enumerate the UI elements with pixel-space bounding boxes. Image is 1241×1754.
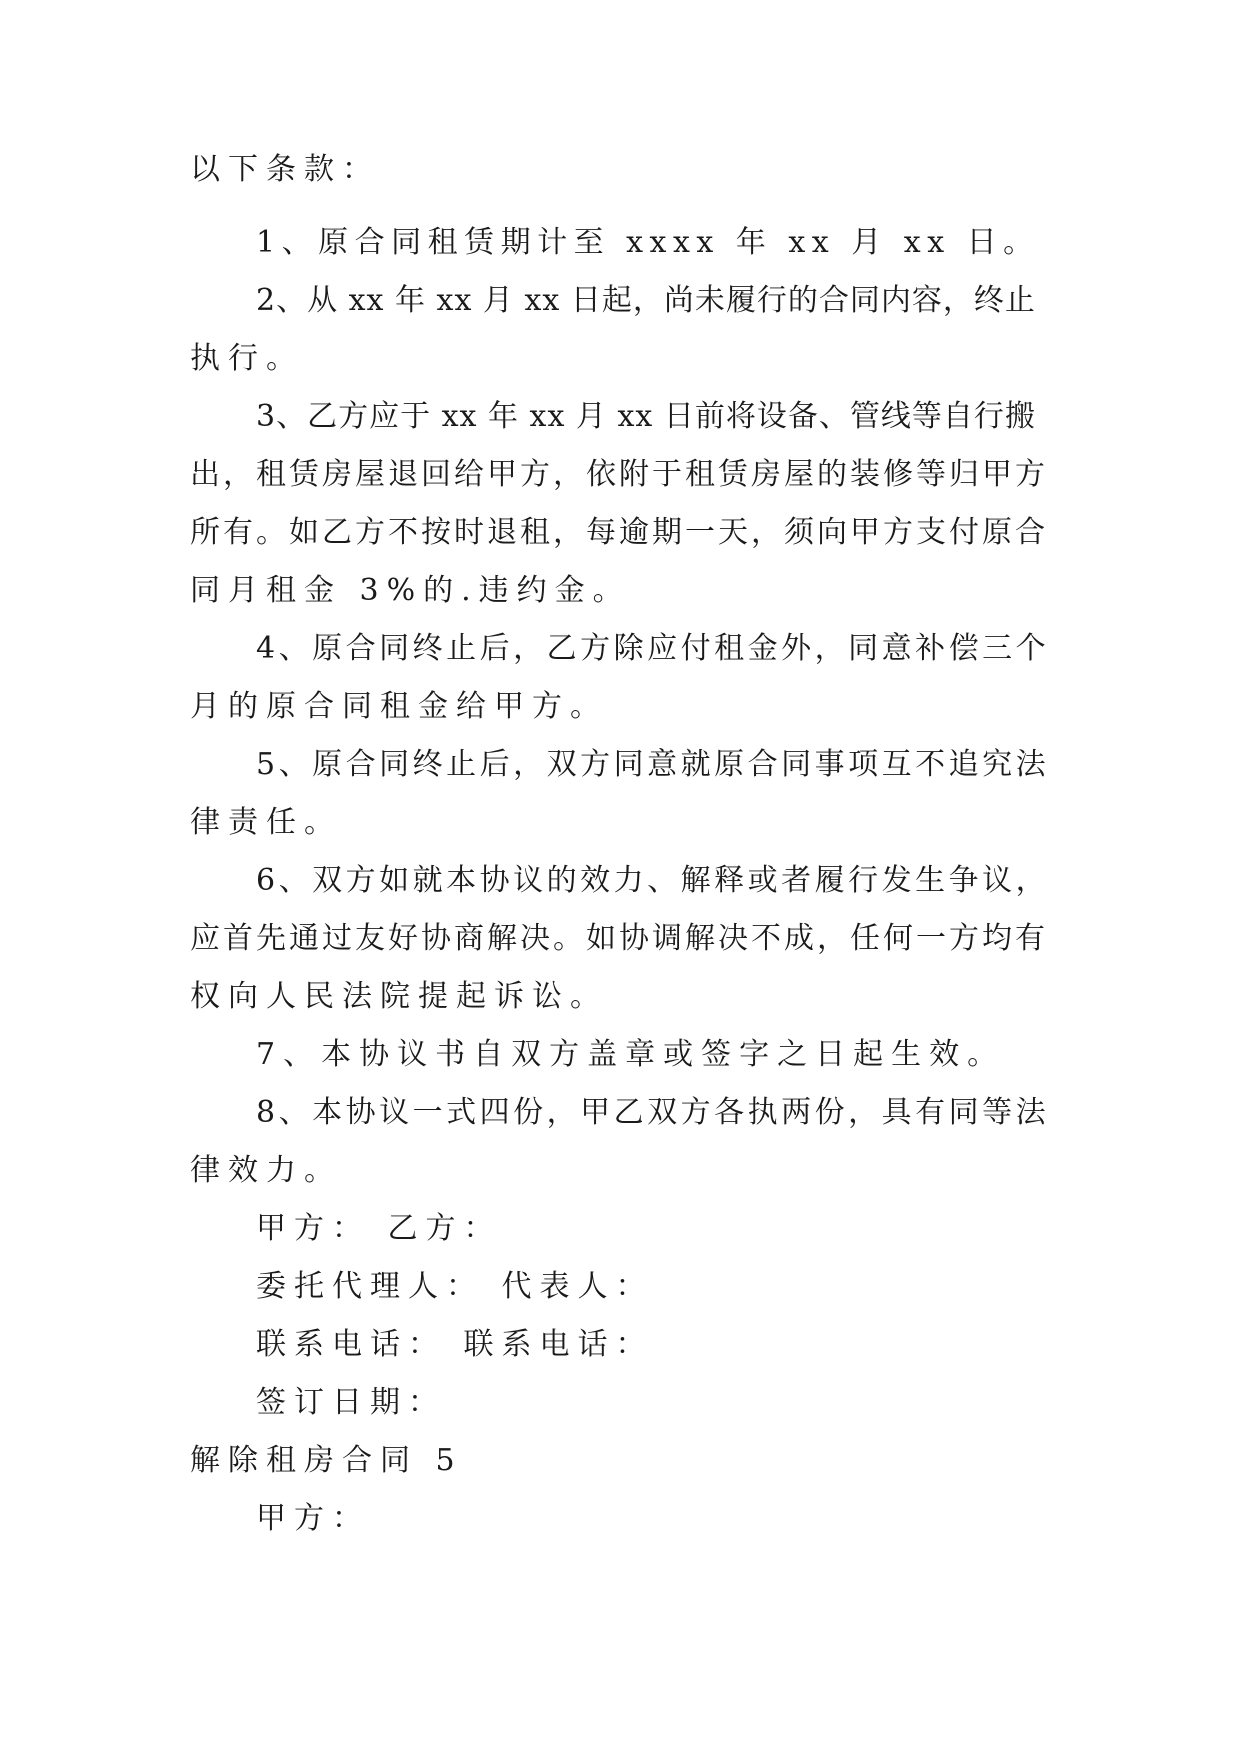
text-line: 出，租赁房屋退回给甲方，依附于租赁房屋的装修等归甲方 <box>190 457 1048 492</box>
clause-7: 7、本协议书自双方盖章或签字之日起生效。 <box>256 1037 1006 1072</box>
clause-2: 2、从 xx 年 xx 月 xx 日起，尚未履行的合同内容，终止 <box>256 283 1036 318</box>
clause-4: 4、原合同终止后，乙方除应付租金外，同意补偿三个 <box>256 631 1050 666</box>
text-line: 月的原合同租金给甲方。 <box>190 689 608 724</box>
text-line: 权向人民法院提起诉讼。 <box>190 979 608 1014</box>
text-line: 律责任。 <box>190 805 342 840</box>
clause-5: 5、原合同终止后，双方同意就原合同事项互不追究法 <box>256 747 1050 782</box>
text-line: 执行。 <box>190 341 304 376</box>
signature-phone-line: 联系电话： 联系电话： <box>256 1327 654 1362</box>
clause-3: 3、乙方应于 xx 年 xx 月 xx 日前将设备、管线等自行搬 <box>256 399 1036 434</box>
clause-6: 6、双方如就本协议的效力、解释或者履行发生争议， <box>256 863 1050 898</box>
clause-1: 1、原合同租赁期计至 xxxx 年 xx 月 xx 日。 <box>256 225 1040 260</box>
signature-party-line: 甲方： 乙方： <box>256 1211 502 1246</box>
text-line: 应首先通过友好协商解决。如协调解决不成，任何一方均有 <box>190 921 1048 956</box>
signature-date-line: 签订日期： <box>256 1385 446 1420</box>
text-line: 所有。如乙方不按时退租，每逾期一天，须向甲方支付原合 <box>190 515 1048 550</box>
party-a-line: 甲方： <box>256 1501 370 1536</box>
text-line: 律效力。 <box>190 1153 342 1188</box>
signature-agent-line: 委托代理人： 代表人： <box>256 1269 654 1304</box>
text-line: 同月租金 3%的.违约金。 <box>190 573 631 608</box>
text-line: 以下条款： <box>190 152 380 187</box>
section-heading: 解除租房合同 5 <box>190 1443 463 1478</box>
clause-8: 8、本协议一式四份，甲乙双方各执两份，具有同等法 <box>256 1095 1050 1130</box>
